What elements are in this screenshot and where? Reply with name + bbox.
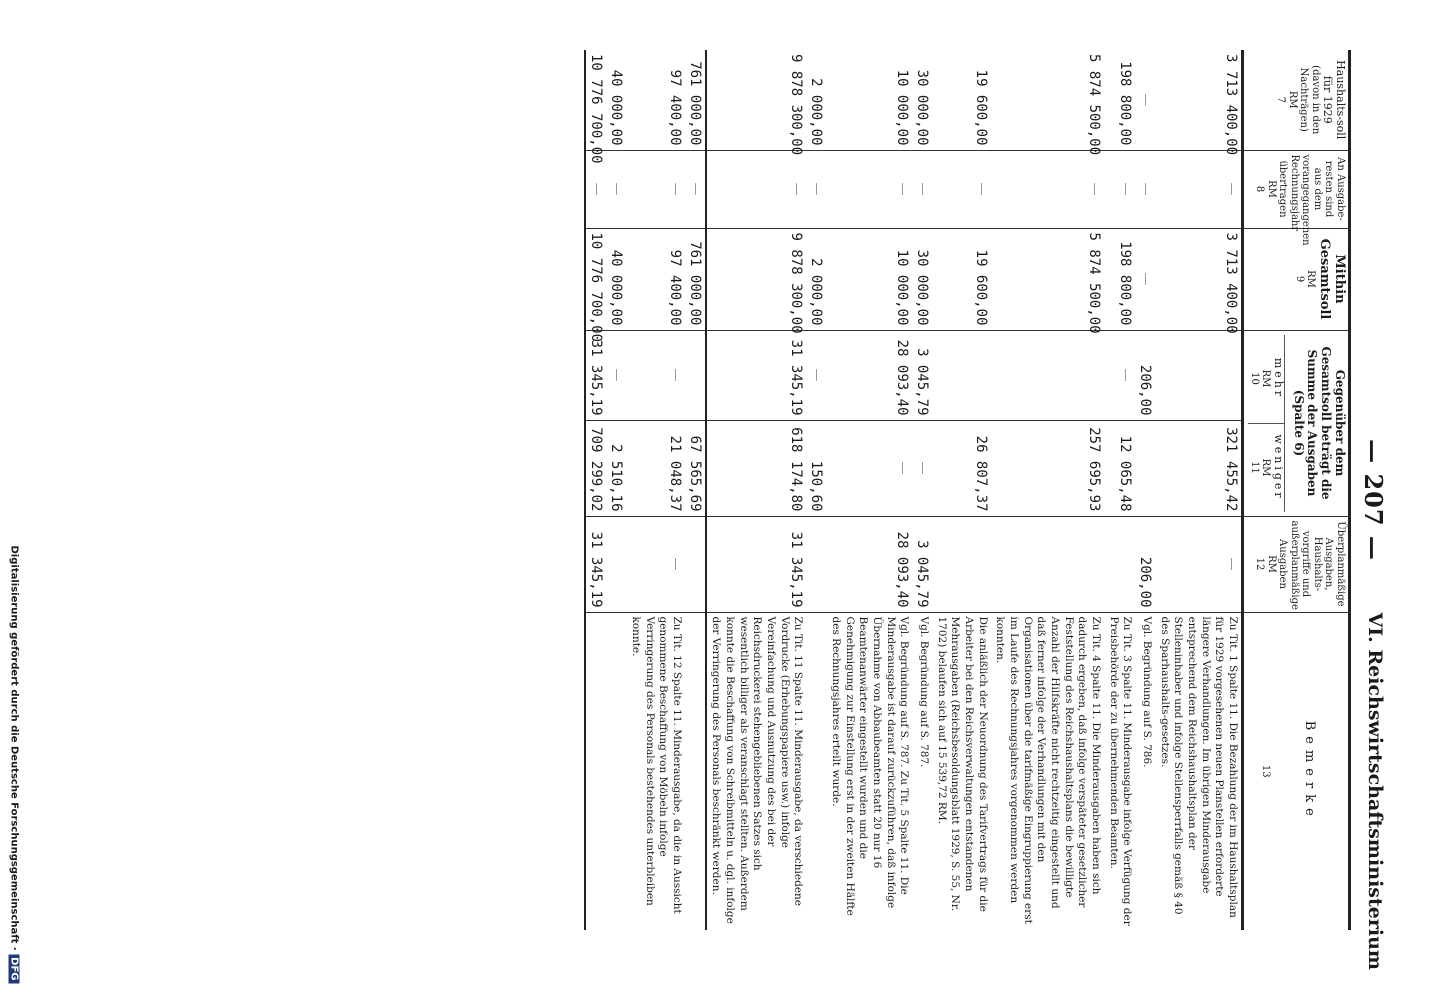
cell-c7: 10 776 700,00 xyxy=(585,50,606,150)
table-row xyxy=(1135,50,1155,930)
cell-c11: — xyxy=(912,420,932,516)
table-row xyxy=(1155,50,1242,930)
cell-c9: 10 000,00 xyxy=(826,228,912,330)
cell-c10: 31 345,19 xyxy=(706,330,806,420)
table-body xyxy=(585,50,1242,930)
cell-c7: 30 000,00 xyxy=(914,69,931,146)
table-row xyxy=(1104,50,1135,930)
header-col13: Bemerke 13 xyxy=(1243,612,1350,930)
page-number: — 207 — xyxy=(1359,439,1388,561)
cell-c12 xyxy=(991,516,1104,612)
cell-c10 xyxy=(1155,330,1242,420)
cell-c10: — xyxy=(606,330,626,420)
cell-c11: 150,60 xyxy=(806,420,826,516)
cell-c12 xyxy=(685,516,706,612)
cell-c7: 3 713 400,00 xyxy=(1223,54,1239,156)
cell-c10: 3 045,79 xyxy=(912,330,932,420)
table-row xyxy=(991,50,1104,930)
cell-c8: — xyxy=(626,150,685,228)
table-row xyxy=(685,50,706,930)
cell-c11: 26 807,37 xyxy=(932,420,991,516)
cell-c8: — xyxy=(912,150,932,228)
table-row xyxy=(806,50,826,930)
cell-remark: Zu Tit. 11 Spalte 11. Minderausgabe, da verschiedene Vordrucke (Erhebungspapiere usw.) infolge Vereinfachung und Ausnutzung des bei der Reichsdruckerei stehengebliebenen Satzes sich wesentlich billiger als veranschlagt stellten. Außerdem konnte die Beschaffung von Schreibmitteln u. dgl. infolge der Verringerung des Personals beschränkt werden. xyxy=(706,612,806,930)
cell-c11: 12 065,48 xyxy=(1104,420,1135,516)
table-row xyxy=(932,50,991,930)
cell-c12: 31 345,19 xyxy=(706,516,806,612)
cell-c9: 198 800,00 xyxy=(1104,228,1135,330)
cell-c10: 31 345,19 xyxy=(585,330,606,420)
header-col7: Haushalts-soll für 1929 (davon in den Nachträgen) RM 7 xyxy=(1243,50,1350,150)
cell-remark: Zu Tit. 3 Spalte 11. Minderausgabe infolge Verfügung der Preisbehörde der zu übernehmenden Beamten. xyxy=(1104,612,1135,930)
cell-c7: 2 000,00 xyxy=(808,78,825,146)
cell-c12: 31 345,19 xyxy=(585,516,606,612)
cell-c9: — xyxy=(1135,228,1155,330)
cell-c10 xyxy=(991,330,1104,420)
cell-c8: — xyxy=(585,150,606,228)
cell-remark xyxy=(806,612,826,930)
cell-c11: 2 510,16 xyxy=(606,420,626,516)
cell-c12: 206,00 xyxy=(1135,516,1155,612)
cell-remark: Vgl. Begründung auf S. 787. Zu Tit. 5 Spalte 11. Die Minderausgabe ist darauf zurückzuführen, daß infolge Übernahme von Abbaubeamten statt 20 nur 16 Beamtenanwärter eingestellt wurden und die Genehmigung zur Einstellung erst in der zweiten Hälfte des Rechnungsjahres erteilt wurde. xyxy=(826,612,912,930)
cell-c12 xyxy=(1104,516,1135,612)
cell-c7: 198 800,00 xyxy=(1117,61,1134,146)
cell-c12: — xyxy=(1155,516,1242,612)
cell-c12: — xyxy=(626,516,685,612)
digitization-credit xyxy=(4,545,20,1000)
cell-c8: — xyxy=(606,150,626,228)
cell-c10: — xyxy=(626,330,685,420)
cell-remark: Zu Tit. 1 Spalte 11. Die Bezahlung der im Haushaltsplan für 1929 vorgesehenen neuen Planstellen erforderte längere Verhandlungen. Im übrigen Minderausgabe entsprechend dem Reichshaushaltsplan der Stelleninhaber und infolge Stellensperrfalls gemäß § 40 des Sparhaushalts-gesetzes. xyxy=(1155,612,1242,930)
cell-c9: 10 776 700,00 xyxy=(585,228,606,330)
cell-c9: 97 400,00 xyxy=(626,228,685,330)
cell-c9: 9 878 300,00 xyxy=(706,228,806,330)
cell-remark xyxy=(606,612,626,930)
cell-c10: — xyxy=(806,330,826,420)
table-row xyxy=(626,50,685,930)
cell-c11 xyxy=(1135,420,1155,516)
header-col10-11: Gegenüber dem Gesamtsoll beträgt die Summe der Ausgaben (Spalte 6) mehr RM 10 weniger RM 11 xyxy=(1243,330,1350,516)
cell-c7: 10 000,00 xyxy=(894,69,911,146)
cell-c12 xyxy=(806,516,826,612)
cell-c11: 257 695,93 xyxy=(991,420,1104,516)
cell-c7: 19 600,00 xyxy=(972,69,989,146)
cell-c8: — xyxy=(685,150,706,228)
cell-remark: Die anläßlich der Neuordnung des Tarifvertrags für die Arbeiter bei den Reichsverwaltungen entstandenen Mehrausgaben (Reichsbesoldungsblatt 1929, S. 55, Nr. 1702) belaufen sich auf 15 539,72 RM. xyxy=(932,612,991,930)
chapter-title: VI. Reichswirtschaftsministerium xyxy=(1364,612,1386,970)
cell-c11: 21 048,37 xyxy=(626,420,685,516)
table-row xyxy=(585,50,606,930)
cell-c8: — xyxy=(1104,150,1135,228)
cell-c9: 3 713 400,00 xyxy=(1155,228,1242,330)
cell-remark: Zu Tit. 12 Spalte 11. Minderausgabe, da die in Aussicht genommene Beschaffung von Möbeln infolge Verringerung des Personals bestehendes unterbleiben konnte. xyxy=(626,612,685,930)
cell-c7: 40 000,00 xyxy=(608,69,625,146)
cell-remark: Vgl. Begründung auf S. 786. xyxy=(1135,612,1155,930)
cell-c11: 618 174,80 xyxy=(706,420,806,516)
rotated-page-content xyxy=(104,30,1394,970)
table-row xyxy=(826,50,912,930)
page-header xyxy=(1358,30,1394,970)
budget-table xyxy=(584,50,1351,930)
cell-c8: — xyxy=(932,150,991,228)
cell-c7: — xyxy=(1138,93,1154,107)
cell-c7: 97 400,00 xyxy=(666,69,683,146)
cell-c10: — xyxy=(1104,330,1135,420)
table-header-row xyxy=(1243,50,1350,930)
cell-c10 xyxy=(932,330,991,420)
cell-c9: 5 874 500,00 xyxy=(991,228,1104,330)
cell-c8: — xyxy=(1155,150,1242,228)
header-col12: Überplanmäßige Ausgaben, Haushalts-vorgriffe und außerplanmäßige Ausgaben RM 12 xyxy=(1243,516,1350,612)
cell-c10: 206,00 xyxy=(1135,330,1155,420)
cell-c8: — xyxy=(991,150,1104,228)
cell-c9: 19 600,00 xyxy=(932,228,991,330)
cell-c8: — xyxy=(826,150,912,228)
cell-remark xyxy=(585,612,606,930)
cell-remark: Zu Tit. 4 Spalte 11. Die Minderausgaben haben sich dadurch ergeben, daß infolge verspäteter gesetzlicher Feststellung des Reichshaushaltsplans die bewilligte Anzahl der Hilfskräfte nicht rechtzeitig eingestellt und daß ferner infolge der Verhandlungen mit den Organisationen über die tarifmäßige Eingruppierung erst im Laufe des Rechnungsjahres vorgenommen werden konnten. xyxy=(991,612,1104,930)
cell-c11: 709 299,02 xyxy=(585,420,606,516)
table-row xyxy=(912,50,932,930)
cell-c9: 2 000,00 xyxy=(806,228,826,330)
cell-c12: 3 045,79 xyxy=(912,516,932,612)
cell-c11: — xyxy=(826,420,912,516)
cell-c12: 28 093,40 xyxy=(826,516,912,612)
cell-c8: — xyxy=(806,150,826,228)
header-col9: Mithin Gesamtsoll RM 9 xyxy=(1243,228,1350,330)
cell-c7: 761 000,00 xyxy=(686,61,703,146)
cell-c7: 5 874 500,00 xyxy=(1085,54,1102,156)
cell-c8: — xyxy=(706,150,806,228)
digitization-credit-text: Digitalisierung gefördert durch die Deutsche Forschungsgemeinschaft · DFG xyxy=(9,546,20,986)
cell-c9: 761 000,00 xyxy=(685,228,706,330)
cell-remark xyxy=(685,612,706,930)
table-row xyxy=(606,50,626,930)
cell-c8: — xyxy=(1135,150,1155,228)
dfg-logo: DFG xyxy=(9,954,20,983)
cell-c7: 9 878 300,00 xyxy=(706,50,806,150)
cell-c10: 28 093,40 xyxy=(826,330,912,420)
table-row xyxy=(706,50,806,930)
cell-c12 xyxy=(606,516,626,612)
header-col8: An Ausgabe-resten sind aus dem vorangegangenen Rechnungsjahr übertragen RM 8 xyxy=(1243,150,1350,228)
cell-c9: 40 000,00 xyxy=(606,228,626,330)
cell-c11: 67 565,69 xyxy=(685,420,706,516)
cell-c9: 30 000,00 xyxy=(912,228,932,330)
cell-c10 xyxy=(685,330,706,420)
cell-c12 xyxy=(932,516,991,612)
cell-c11: 321 455,42 xyxy=(1155,420,1242,516)
cell-remark: Vgl. Begründung auf S. 787. xyxy=(912,612,932,930)
